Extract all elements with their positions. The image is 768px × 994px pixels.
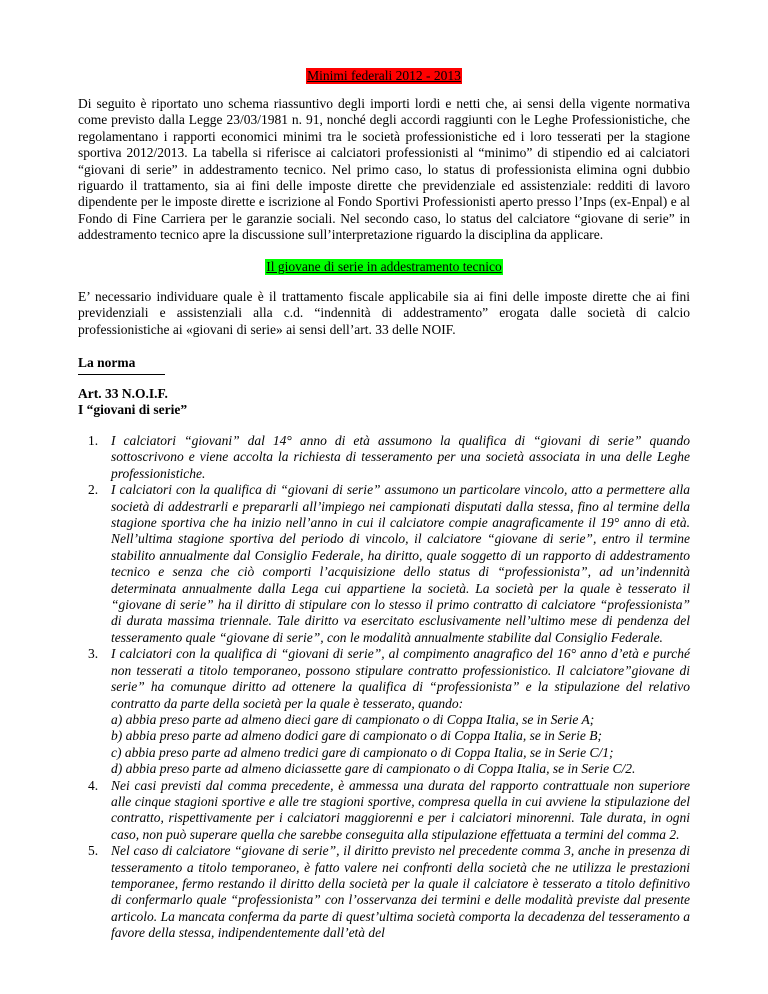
article-subtitle: I “giovani di serie” <box>78 402 188 418</box>
list-item <box>78 646 690 777</box>
item-number: 2. <box>88 482 99 498</box>
list-item <box>78 778 690 844</box>
list-item <box>78 482 690 646</box>
list-item <box>78 433 690 482</box>
sub-item: d) abbia preso parte ad almeno diciassette gare di campionato o di Coppa Italia, se in Serie C/2. <box>111 761 636 777</box>
item-text: Nei casi previsti dal comma precedente, è ammessa una durata del rapporto contrattuale non superiore alle cinque stagioni sportive e alle tre stagioni sportive, compresa quella in cui avviene la stipulazione del contratto, rispettivamente per i calciatori maggiorenni e per i calciatori minorenni. Tale durata, in ogni caso, non può superare quella che sarebbe conseguita alla stipulazione effettuata a termini del comma 2. <box>111 777 690 842</box>
sub-item: a) abbia preso parte ad almeno dieci gare di campionato o di Coppa Italia, se in Serie A; <box>111 711 595 727</box>
article-list <box>78 433 690 942</box>
list-item <box>78 843 690 941</box>
item-number: 5. <box>88 843 99 859</box>
title-wrap <box>78 67 690 85</box>
item-text: I calciatori con la qualifica di “giovani di serie” assumono un particolare vincolo, atto a permettere alla società di addestrarli e prepararli all’impiego nei campionati disputati dalla stessa, fino al termine della stagione sportiva che ha inizio nell’anno in cui il calciatore compie anagraficamente il 19° anno di età. Nell’ultima stagione sportiva del periodo di vincolo, il calciatore “giovane di serie”, entro il termine stabilito annualmente dal Consiglio Federale, ha diritto, quale soggetto di un rapporto di addestramento tecnico e senza che ciò comporti l’acquisizione dello status di “professionista”, ad un’indennità determinata annualmente dalla Lega cui appartiene la società. La società per la quale è tesserato il “giovane di serie” ha il diritto di stipulare con lo stesso il primo contratto di calciatore “professionista” di durata massima triennale. Tale diritto va esercitato esclusivamente nell’ultimo mese di pendenza del tesseramento quale “giovane di serie”, con le modalità annualmente stabilite dal Consiglio Federale. <box>111 482 690 645</box>
section-paragraph: E’ necessario individuare quale è il trattamento fiscale applicabile sia ai fini delle imposte dirette che ai fini previdenziali e assistenziali alla c.d. “indennità di addestramento” erogata dalle società di calcio professionistiche ai «giovani di serie» ai sensi dell’art. 33 delle NOIF. <box>78 289 690 337</box>
section-subtitle: Il giovane di serie in addestramento tecnico <box>266 259 502 274</box>
item-number: 1. <box>88 433 99 448</box>
sub-item: c) abbia preso parte ad almeno tredici gare di campionato o di Coppa Italia, se in Serie C/1; <box>111 744 614 760</box>
article-heading <box>78 386 187 419</box>
intro-paragraph: Di seguito è riportato uno schema riassuntivo degli importi lordi e netti che, ai sensi della vigente normativa come previsto dalla Legge 23/03/1981 n. 91, nonché degli accordi raggiunti con le Leghe Professionistiche, che regolamentano i rapporti economici minimi tra le società professionistiche ed i loro tesserati per la stagione sportiva 2012/2013. La tabella si riferisce ai calciatori professionisti al “minimo” di stipendio ed ai calciatori “giovani di serie” in addestramento tecnico. Nel primo caso, lo status di professionista elimina ogni dubbio riguardo il trattamento, sia ai fini delle imposte dirette che previdenziale ed assistenziale: redditi di lavoro dipendente per le imposte dirette e iscrizione al Fondo Sportivi Professionisti aperto presso l’Inps (ex-Enpal) e al Fondo di Fine Carriera per le garanzie sociali. Nel secondo caso, lo status del calciatore “giovane di serie” in addestramento tecnico apre la discussione sull’interpretazione riguardo la disciplina da applicare. <box>78 96 690 243</box>
item-text: I calciatori con la qualifica di “giovani di serie”, al compimento anagrafico del 16° anno d’età e purché non tesserati a titolo temporaneo, possono stipulare contratto professionistico. Il calciatore”giovane di serie” ha comunque diritto ad ottenere la qualifica di “professionista” e la stipulazione del relativo contratto da parte della società per la quale è tesserato, quando: <box>111 646 690 711</box>
norma-heading: La norma <box>78 355 136 370</box>
item-number: 3. <box>88 646 99 662</box>
article-title: Art. 33 N.O.I.F. <box>78 386 168 401</box>
subtitle-wrap <box>78 258 690 276</box>
item-text: I calciatori “giovani” dal 14° anno di età assumono la qualifica di “giovani di serie” quando sottoscrivono e viene accolta la richiesta di tesseramento per una società associata in una delle Leghe professionistiche. <box>111 433 690 481</box>
item-text: Nel caso di calciatore “giovane di serie”, il diritto previsto nel precedente comma 3, anche in presenza di tesseramento a titolo temporaneo, è fatto valere nei confronti della società che ne utilizza le prestazioni temporanee, fermo restando il diritto della società per la quale il calciatore è tesserato a titolo definitivo di confermarlo quale “professionista” con l’osservanza dei termini e delle modalità previste dal presente articolo. La mancata conferma da parte di quest’ultima società comporta la decadenza del tesseramento a favore della stessa, indipendentemente dall’età del <box>111 843 690 941</box>
item-number: 4. <box>88 777 99 793</box>
divider <box>78 374 165 375</box>
sub-item: b) abbia preso parte ad almeno dodici gare di campionato o di Coppa Italia, se in Serie B; <box>111 728 602 744</box>
document-title: Minimi federali 2012 - 2013 <box>307 68 461 83</box>
